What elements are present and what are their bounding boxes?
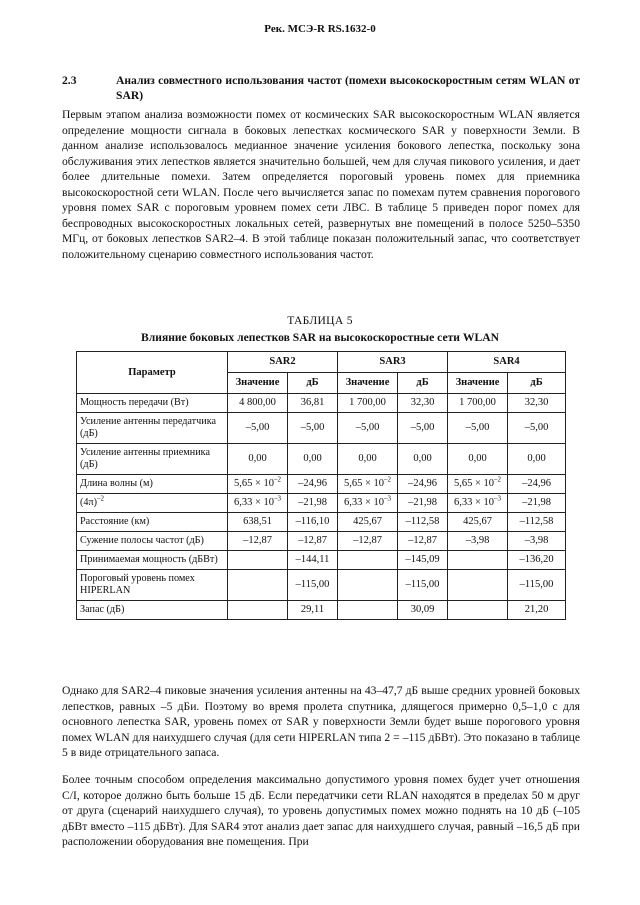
row-param: Усиление антенны приемника (дБ) — [77, 444, 228, 475]
subheader-db: дБ — [288, 373, 338, 394]
table-cell: –12,87 — [228, 532, 288, 551]
table-cell: 36,81 — [288, 394, 338, 413]
table-row — [77, 570, 566, 601]
table-row — [77, 551, 566, 570]
table-cell — [228, 551, 288, 570]
table-cell: –5,00 — [338, 413, 398, 444]
table-cell: $5,65 \times 10^{-2}$ — [228, 475, 288, 494]
table-cell: –112,58 — [398, 513, 448, 532]
table-cell: –12,87 — [398, 532, 448, 551]
table-cell: 1 700,00 — [338, 394, 398, 413]
table-row — [77, 413, 566, 444]
group-header-sar3: SAR3 — [338, 352, 448, 373]
table-cell: 21,20 — [508, 601, 566, 620]
group-header-sar4: SAR4 — [448, 352, 566, 373]
table-cell: 30,09 — [398, 601, 448, 620]
table-title: Влияние боковых лепестков SAR на высокоскоростные сети WLAN — [141, 331, 499, 344]
page-header: Рек. МСЭ-R RS.1632-0 — [264, 23, 376, 35]
table-cell: 0,00 — [508, 444, 566, 475]
table-cell: $6,33 \times 10^{-3}$ — [338, 494, 398, 513]
table-cell — [338, 570, 398, 601]
paragraph-ci-ratio: Более точным способом определения максимально допустимого уровня помех будет учет отношения C/I, которое должно быть больше 15 дБ. Если передатчики сети RLAN находятся в пределах 50 м друг от друга (сценарий наихудшего случая), то уровень допустимых помех можно поднять на 10 дБ (–105 дБВт вместо –115 дБВт). Для SAR4 этот анализ дает запас для наихудшего случая, равный –16,5 дБ при расположении оборудования вне помещения. При — [62, 773, 580, 848]
table-cell: –5,00 — [448, 413, 508, 444]
table-cell: 0,00 — [398, 444, 448, 475]
table-cell: 0,00 — [288, 444, 338, 475]
table-row — [77, 532, 566, 551]
table-cell: –112,58 — [508, 513, 566, 532]
table-cell — [448, 601, 508, 620]
row-param: Принимаемая мощность (дБВт) — [77, 551, 228, 570]
table-cell: 0,00 — [448, 444, 508, 475]
table-cell: 32,30 — [508, 394, 566, 413]
table-row — [77, 601, 566, 620]
table-row — [77, 513, 566, 532]
subheader-db: дБ — [508, 373, 566, 394]
table-header-row — [77, 352, 566, 373]
table-cell: –145,09 — [398, 551, 448, 570]
subheader-db: дБ — [398, 373, 448, 394]
group-header-sar2: SAR2 — [228, 352, 338, 373]
table-cell: 0,00 — [228, 444, 288, 475]
row-param: Запас (дБ) — [77, 601, 228, 620]
row-param: $(4\pi)^{-2}$ — [77, 494, 228, 513]
table-cell: $5,65 \times 10^{-2}$ — [448, 475, 508, 494]
table-cell: –116,10 — [288, 513, 338, 532]
paragraph-intro: Первым этапом анализа возможности помех от космических SAR высокоскоростным WLAN является определение мощности сигнала в боковых лепестках космического SAR у поверхности Земли. В данном анализе использовалось медианное значение усиления бокового лепестка, поскольку зона обслуживания этих лепестков является значительно большей, чем для случая пикового усиления, и дает более длительные помехи. Затем определяется пороговый уровень помех для приемника высокоскоростной сети WLAN. После чего вычисляется запас по помехам путем сравнения порогового уровня помех SAR с пороговым уровнем помех сети ЛВС. В таблице 5 приведен порог помех для беспроводных высокоскоростных локальных сетей, развернутых вне помещений в полосе 5250–5350 МГц, от боковых лепестков SAR2–4. В этой таблице показан положительный запас, что соответствует положительному сценарию совместного использования частот. — [62, 108, 580, 261]
row-param: Мощность передачи (Вт) — [77, 394, 228, 413]
interference-table — [76, 351, 566, 620]
section-title: Анализ совместного использования частот (помехи высокоскоростным сетям WLAN от SAR) — [116, 74, 580, 102]
table-cell: –24,96 — [508, 475, 566, 494]
table-cell — [228, 570, 288, 601]
table-cell: 29,11 — [288, 601, 338, 620]
table-cell: 4 800,00 — [228, 394, 288, 413]
table-caption: ТАБЛИЦА 5 — [287, 314, 353, 327]
table-row — [77, 394, 566, 413]
table-cell: –12,87 — [288, 532, 338, 551]
table-cell: –12,87 — [338, 532, 398, 551]
table-cell: –144,11 — [288, 551, 338, 570]
subheader-value: Значение — [338, 373, 398, 394]
table-cell: 638,51 — [228, 513, 288, 532]
table-cell: –21,98 — [398, 494, 448, 513]
table-cell: –5,00 — [228, 413, 288, 444]
table-cell: 1 700,00 — [448, 394, 508, 413]
table-cell: 32,30 — [398, 394, 448, 413]
subheader-value: Значение — [228, 373, 288, 394]
table-row — [77, 444, 566, 475]
table-cell: –3,98 — [508, 532, 566, 551]
row-param: Расстояние (км) — [77, 513, 228, 532]
table-cell: –115,00 — [288, 570, 338, 601]
table-cell: $6,33 \times 10^{-3}$ — [448, 494, 508, 513]
table-cell: –115,00 — [398, 570, 448, 601]
table-cell — [448, 551, 508, 570]
table-cell: –21,98 — [508, 494, 566, 513]
table-cell: –115,00 — [508, 570, 566, 601]
table-cell — [338, 551, 398, 570]
table-cell: –5,00 — [288, 413, 338, 444]
table-cell: –3,98 — [448, 532, 508, 551]
table-cell: –24,96 — [288, 475, 338, 494]
subheader-value: Значение — [448, 373, 508, 394]
table-cell: 0,00 — [338, 444, 398, 475]
section-heading — [62, 73, 580, 103]
table-cell: –136,20 — [508, 551, 566, 570]
section-number: 2.3 — [62, 74, 77, 87]
table-cell: –21,98 — [288, 494, 338, 513]
table-cell — [448, 570, 508, 601]
table-cell: 425,67 — [448, 513, 508, 532]
table-row — [77, 494, 566, 513]
row-param: Длина волны (м) — [77, 475, 228, 494]
param-header: Параметр — [77, 352, 228, 394]
table-cell: 425,67 — [338, 513, 398, 532]
row-param: Усиление антенны передатчика (дБ) — [77, 413, 228, 444]
table-cell: –5,00 — [398, 413, 448, 444]
table-cell: –5,00 — [508, 413, 566, 444]
table-cell: $6,33 \times 10^{-3}$ — [228, 494, 288, 513]
paragraph-peak-gain: Однако для SAR2–4 пиковые значения усиления антенны на 43–47,7 дБ выше средних уровней боковых лепестков, равных –5 дБи. Поэтому во время пролета спутника, длящегося примерно 0,5–1,0 с для основного лепестка SAR, уровень помех от SAR у поверхности Земли будет выше порогового уровня помех WLAN для наихудшего случая (для сети HIPERLAN типа 2 = –115 дБВт). Это показано в таблице 5 в виде отрицательного запаса. — [62, 684, 580, 759]
row-param: Сужение полосы частот (дБ) — [77, 532, 228, 551]
row-param: Пороговый уровень помех HIPERLAN — [77, 570, 228, 601]
table-cell: –24,96 — [398, 475, 448, 494]
table-cell — [228, 601, 288, 620]
table-row — [77, 475, 566, 494]
table-cell: $5,65 \times 10^{-2}$ — [338, 475, 398, 494]
table-cell — [338, 601, 398, 620]
